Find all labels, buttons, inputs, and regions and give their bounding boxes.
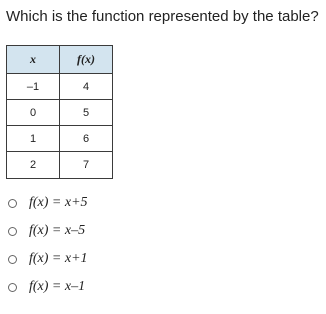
table-row: [7, 126, 113, 152]
cell-fx: 7: [60, 152, 113, 179]
option-2[interactable]: [8, 217, 88, 245]
radio-button[interactable]: [8, 227, 17, 236]
option-1[interactable]: [8, 189, 88, 217]
cell-x: 1: [7, 126, 60, 152]
cell-x: 2: [7, 152, 60, 179]
radio-button[interactable]: [8, 199, 17, 208]
option-label: f(x) = x–5: [29, 223, 86, 238]
cell-fx: 5: [60, 100, 113, 126]
cell-x: –1: [7, 74, 60, 100]
cell-fx: 4: [60, 74, 113, 100]
table-header-row: [7, 46, 113, 74]
function-table: [6, 45, 113, 179]
option-label: f(x) = x+1: [29, 251, 88, 266]
header-fx: f(x): [60, 46, 113, 74]
table-row: [7, 74, 113, 100]
radio-button[interactable]: [8, 255, 17, 264]
option-4[interactable]: [8, 273, 88, 301]
option-3[interactable]: [8, 245, 88, 273]
cell-fx: 6: [60, 126, 113, 152]
cell-x: 0: [7, 100, 60, 126]
radio-button[interactable]: [8, 283, 17, 292]
table-row: [7, 100, 113, 126]
question-text: Which is the function represented by the table?: [6, 8, 319, 25]
option-label: f(x) = x–1: [29, 279, 86, 294]
table-row: [7, 152, 113, 179]
header-x: x: [7, 46, 60, 74]
answer-options: [8, 189, 88, 301]
option-label: f(x) = x+5: [29, 195, 88, 210]
